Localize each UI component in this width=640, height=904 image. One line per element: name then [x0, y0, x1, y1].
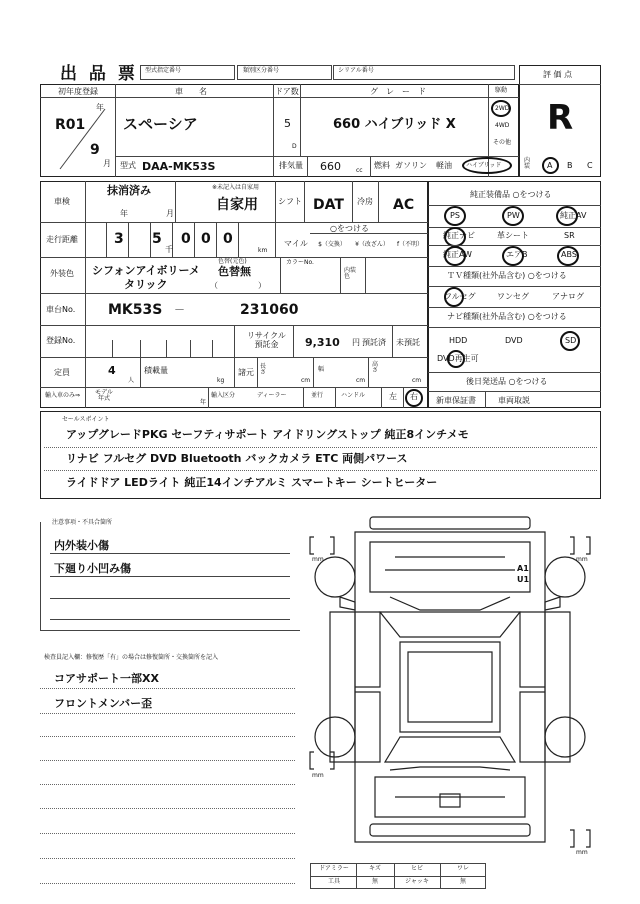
import-class-label: 輸入区分: [211, 392, 236, 399]
table-cell-jack: ジャッキ: [405, 878, 429, 885]
dvd-playable-circle: [447, 350, 465, 368]
equip-navi-circle: [444, 227, 466, 247]
repaint-label: 色替(元色): [218, 258, 247, 265]
interior-grade-label: 内装: [524, 157, 531, 170]
sales-line-3: ライドドア LEDライト 純正14インチアルミ スマートキー シートヒーター: [66, 476, 438, 489]
displacement-value: 660: [320, 160, 341, 173]
equip-genuine-aw[interactable]: 純正AW: [443, 250, 472, 259]
drive-other[interactable]: その他: [493, 139, 512, 146]
import-parallel[interactable]: 並行: [311, 392, 324, 399]
table-header-mirror: ドアミラー: [319, 865, 349, 872]
evaluation-label: 評 価 点: [543, 70, 573, 79]
mileage-digit-2: 5: [152, 231, 162, 247]
handle-right[interactable]: 右: [410, 392, 418, 401]
notes-label: 注意事項・不具合箇所: [52, 519, 113, 526]
class-label: 類別区分番号: [243, 67, 280, 74]
drive-label: 駆動: [495, 87, 508, 94]
width-label: 幅: [318, 366, 325, 373]
model-code-label: 型式指定番号: [145, 67, 182, 74]
displacement-unit: cc: [356, 167, 363, 174]
table-header-break: ワレ: [456, 865, 469, 872]
interior-grade-c[interactable]: C: [587, 161, 593, 170]
drive-4wd[interactable]: 4WD: [495, 122, 510, 129]
shaken-label: 車検: [54, 197, 70, 206]
equip-abs[interactable]: ABS: [561, 250, 577, 259]
equip-abs-circle: [557, 246, 579, 266]
exterior-color-value-2: タリック: [124, 278, 168, 291]
displacement-label: 排気量: [279, 161, 303, 170]
tv-analog[interactable]: アナログ: [552, 292, 584, 301]
repaint-value: 色替無: [218, 265, 251, 278]
car-name-label: 車 名: [175, 87, 207, 96]
later-manual[interactable]: 車両取説: [498, 396, 530, 405]
mileage-digit-5: 0: [223, 231, 233, 247]
chassis-serial: 231060: [240, 302, 299, 318]
form-title: 出 品 票: [60, 64, 138, 84]
recycle-deposited[interactable]: 預託済: [362, 338, 386, 347]
door-count-value: 5: [284, 117, 291, 130]
shift-label: シフト: [278, 197, 302, 206]
note-line-1: 内外装小傷: [54, 539, 109, 552]
equip-aw-circle: [444, 246, 466, 266]
navi-hdd[interactable]: HDD: [449, 336, 468, 345]
shaken-value: 抹消済み: [107, 184, 151, 197]
length-label: 長さ: [260, 363, 267, 376]
mileage-opt-tampered[interactable]: ¥（改ざん）: [355, 241, 389, 248]
fuel-hybrid-circle: [462, 157, 512, 174]
month-mark: 月: [103, 159, 111, 168]
ac-label: 冷房: [357, 197, 373, 206]
equip-av-circle: [556, 206, 578, 226]
load-capacity-label: 積載量: [144, 366, 168, 375]
shift-value: DAT: [313, 197, 344, 213]
diagram-mm-3: mm: [312, 772, 324, 779]
equip-pw[interactable]: PW: [507, 211, 520, 220]
tv-fullseg-circle: [444, 287, 464, 307]
grade-label: グ レ ー ド: [370, 87, 426, 96]
navi-dvd[interactable]: DVD: [505, 336, 523, 345]
exterior-color-label: 外装色: [50, 269, 74, 278]
shaken-month-mark: 月: [166, 209, 174, 218]
chassis-dash: －: [174, 303, 185, 316]
fuel-gasoline[interactable]: ガソリン: [395, 161, 427, 170]
recycle-not-deposited[interactable]: 未預託: [396, 338, 420, 347]
shaken-year-mark: 年: [120, 209, 128, 218]
car-damage-diagram: [300, 512, 610, 867]
mileage-digit-4: 0: [201, 231, 211, 247]
equip-airbag-circle: [502, 246, 524, 266]
model-type-label: 型式: [120, 161, 136, 170]
table-cell-jack-value: 無: [459, 878, 466, 885]
equip-genuine-av[interactable]: 純正AV: [560, 211, 587, 220]
mileage-opt-exchanged[interactable]: $（交換）: [318, 241, 346, 248]
model-year-unit: 年: [200, 399, 207, 406]
tv-fullseg[interactable]: フルセグ: [444, 292, 476, 301]
inspector-label: 検査員記入欄：修復歴「有」の場合は修復箇所・交換箇所を記入: [44, 654, 219, 661]
equipment-title: 純正装備品 ○をつける: [470, 190, 552, 199]
repaint-original-color: （ ）: [210, 281, 266, 290]
chassis-prefix: MK53S: [108, 302, 163, 318]
table-header-scratch: キズ: [369, 865, 381, 872]
sales-points-label: セールスポイント: [62, 416, 110, 423]
recycle-label: リサイクル預託金: [247, 331, 286, 349]
interior-color-label: 内装色: [344, 267, 357, 280]
model-type-value: DAA-MK53S: [142, 160, 216, 173]
sales-line-2: リナビ フルセグ DVD Bluetooth バックカメラ ETC 両側パワース: [66, 452, 408, 465]
interior-grade-a[interactable]: A: [547, 161, 553, 170]
mile-label: マイル: [284, 239, 308, 248]
capacity-unit: 人: [128, 377, 135, 384]
width-unit: cm: [356, 377, 366, 384]
equip-ps-circle: [444, 206, 466, 226]
model-year-label: モデル年式: [95, 389, 113, 402]
drive-2wd[interactable]: 2WD: [495, 105, 510, 112]
damage-code-u1: U1: [517, 575, 530, 584]
load-unit: kg: [217, 377, 225, 384]
navi-type-title: ナビ種類(社外品含む) ○をつける: [447, 312, 567, 321]
handle-right-circle: [405, 389, 423, 407]
usage-note: ※未記入は自家用: [212, 184, 260, 191]
repair-line-1: コアサポート一部XX: [54, 672, 159, 685]
door-unit: D: [292, 143, 297, 150]
table-cell-tools-value: 無: [371, 878, 378, 885]
color-number-label: カラーNo.: [286, 259, 314, 266]
later-shipping-title: 後日発送品 ○をつける: [466, 377, 548, 386]
tv-type-title: ＴＶ種類(社外品含む) ○をつける: [447, 271, 567, 280]
equip-pw-circle: [502, 206, 524, 226]
diagram-mm-1: mm: [312, 556, 324, 563]
capacity-label: 定員: [54, 368, 70, 377]
handle-label: ハンドル: [341, 392, 366, 399]
handle-left[interactable]: 左: [389, 392, 397, 401]
drive-2wd-circle: [491, 100, 511, 117]
recycle-unit: 円: [352, 338, 360, 347]
note-line-2: 下廻り小凹み傷: [54, 562, 131, 575]
fuel-label: 燃料: [374, 161, 390, 170]
mileage-digit-3: 0: [181, 231, 191, 247]
usage-value: 自家用: [216, 197, 258, 213]
dvd-playable[interactable]: DVD再生可: [437, 354, 479, 363]
table-cell-tools: 工具: [327, 878, 340, 885]
car-name-value: スペーシア: [123, 115, 198, 133]
mileage-opt-unknown[interactable]: f（不明）: [396, 241, 424, 248]
first-registration-label: 初年度登録: [58, 87, 98, 96]
chassis-number-label: 車台No.: [46, 305, 76, 314]
length-unit: cm: [301, 377, 311, 384]
diagram-mm-4: mm: [576, 849, 588, 856]
damage-code-a1: A1: [517, 564, 529, 573]
equip-genuine-navi[interactable]: 純正ナビ: [443, 231, 475, 240]
door-count-label: ドア数: [275, 87, 299, 96]
mileage-circle-note: ○をつける: [330, 224, 369, 233]
capacity-value: 4: [108, 364, 116, 377]
later-new-car-warranty[interactable]: 新車保証書: [436, 396, 476, 405]
navi-sd[interactable]: SD: [565, 336, 577, 345]
mileage-unit: km: [258, 247, 268, 254]
repair-line-2: フロントメンバー歪: [54, 697, 153, 710]
equip-sunroof[interactable]: SR: [564, 231, 575, 240]
height-label: 高さ: [372, 361, 379, 374]
mileage-label: 走行距離: [46, 235, 78, 244]
equip-ps[interactable]: PS: [450, 211, 460, 220]
registration-month: 9: [90, 142, 100, 158]
mileage-digit-1: 3: [114, 231, 124, 247]
mileage-thousand-mark: 千: [165, 245, 173, 254]
interior-grade-b[interactable]: B: [567, 161, 573, 170]
table-header-crack: ヒビ: [410, 865, 423, 872]
tv-oneseg[interactable]: ワンセグ: [497, 292, 529, 301]
import-dealer[interactable]: ディーラー: [257, 392, 287, 399]
grade-value: 660 ハイブリッド X: [333, 117, 456, 132]
height-unit: cm: [412, 377, 422, 384]
year-mark: 年: [96, 103, 104, 112]
fuel-hybrid[interactable]: ハイブリッド: [466, 162, 502, 169]
recycle-amount: 9,310: [305, 336, 340, 349]
interior-grade-a-circle: [542, 157, 559, 174]
sales-line-1: アップグレードPKG セーフティサポート アイドリングストップ 純正8インチメモ: [66, 428, 469, 441]
dimensions-label: 諸元: [238, 368, 254, 377]
fuel-diesel[interactable]: 軽油: [436, 161, 452, 170]
ac-value: AC: [393, 197, 415, 213]
navi-sd-circle: [560, 331, 580, 351]
equip-leather-seat[interactable]: 革シート: [497, 231, 529, 240]
diagram-mm-2: mm: [576, 556, 588, 563]
registration-era: R01: [55, 117, 86, 133]
serial-label: シリアル番号: [338, 67, 374, 74]
exterior-color-value-1: シフォンアイボリーメ: [92, 264, 200, 277]
diagonal-slash: [55, 104, 110, 174]
equip-airbag[interactable]: エアB: [506, 250, 528, 259]
import-only-label: 輸入車のみ⇒: [45, 392, 81, 399]
evaluation-score: R: [547, 98, 574, 138]
registration-number-label: 登録No.: [46, 336, 76, 345]
